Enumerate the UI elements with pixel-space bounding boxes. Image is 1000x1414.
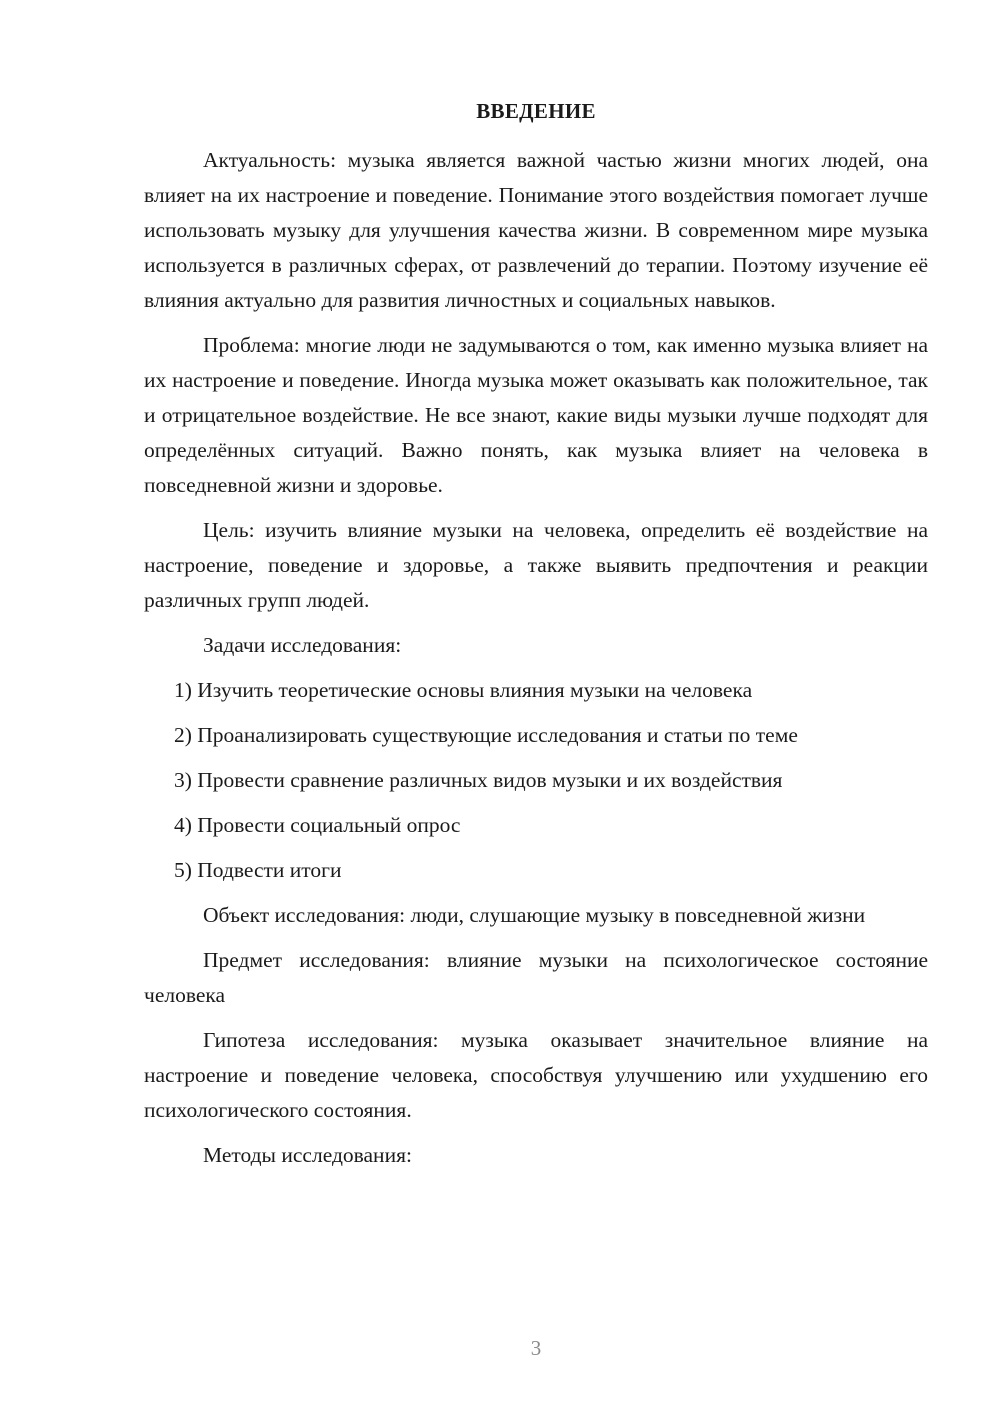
tasks-heading: Задачи исследования: xyxy=(203,633,402,657)
goal-paragraph: Цель: изучить влияние музыки на человека, определить её воздействие на настроение, поведение и здоровье, а также выявить предпочтения и реакции различных групп людей. xyxy=(144,518,928,612)
list-item: 5) Подвести итоги xyxy=(174,858,342,882)
hypothesis-paragraph: Гипотеза исследования: музыка оказывает значительное влияние на настроение и поведение человека, способствуя улучшению или ухудшению его психологического состояния. xyxy=(144,1028,928,1122)
page-number: 3 xyxy=(530,1336,542,1360)
list-item: 4) Провести социальный опрос xyxy=(174,813,461,837)
tasks-list xyxy=(144,673,928,888)
subject-paragraph: Предмет исследования: влияние музыки на психологическое состояние человека xyxy=(144,948,928,1007)
page-title: ВВЕДЕНИЕ xyxy=(476,99,596,123)
list-item: 1) Изучить теоретические основы влияния музыки на человека xyxy=(174,678,753,702)
methods-heading: Методы исследования: xyxy=(203,1143,412,1167)
relevance-paragraph: Актуальность: музыка является важной частью жизни многих людей, она влияет на их настроение и поведение. Понимание этого воздействия помогает лучше использовать музыку для улучшения качества жизни. В современном мире музыка используется в различных сферах, от развлечений до терапии. Поэтому изучение её влияния актуально для развития личностных и социальных навыков. xyxy=(144,148,928,312)
object-paragraph: Объект исследования: люди, слушающие музыку в повседневной жизни xyxy=(203,903,866,927)
list-item: 3) Провести сравнение различных видов музыки и их воздействия xyxy=(174,768,783,792)
list-item: 2) Проанализировать существующие исследования и статьи по теме xyxy=(174,723,798,747)
problem-paragraph: Проблема: многие люди не задумываются о том, как именно музыка влияет на их настроение и поведение. Иногда музыка может оказывать как положительное, так и отрицательное воздействие. Не все знают, какие виды музыки лучше подходят для определённых ситуаций. Важно понять, как музыка влияет на человека в повседневной жизни и здоровье. xyxy=(144,333,928,497)
document-body xyxy=(144,143,928,1183)
